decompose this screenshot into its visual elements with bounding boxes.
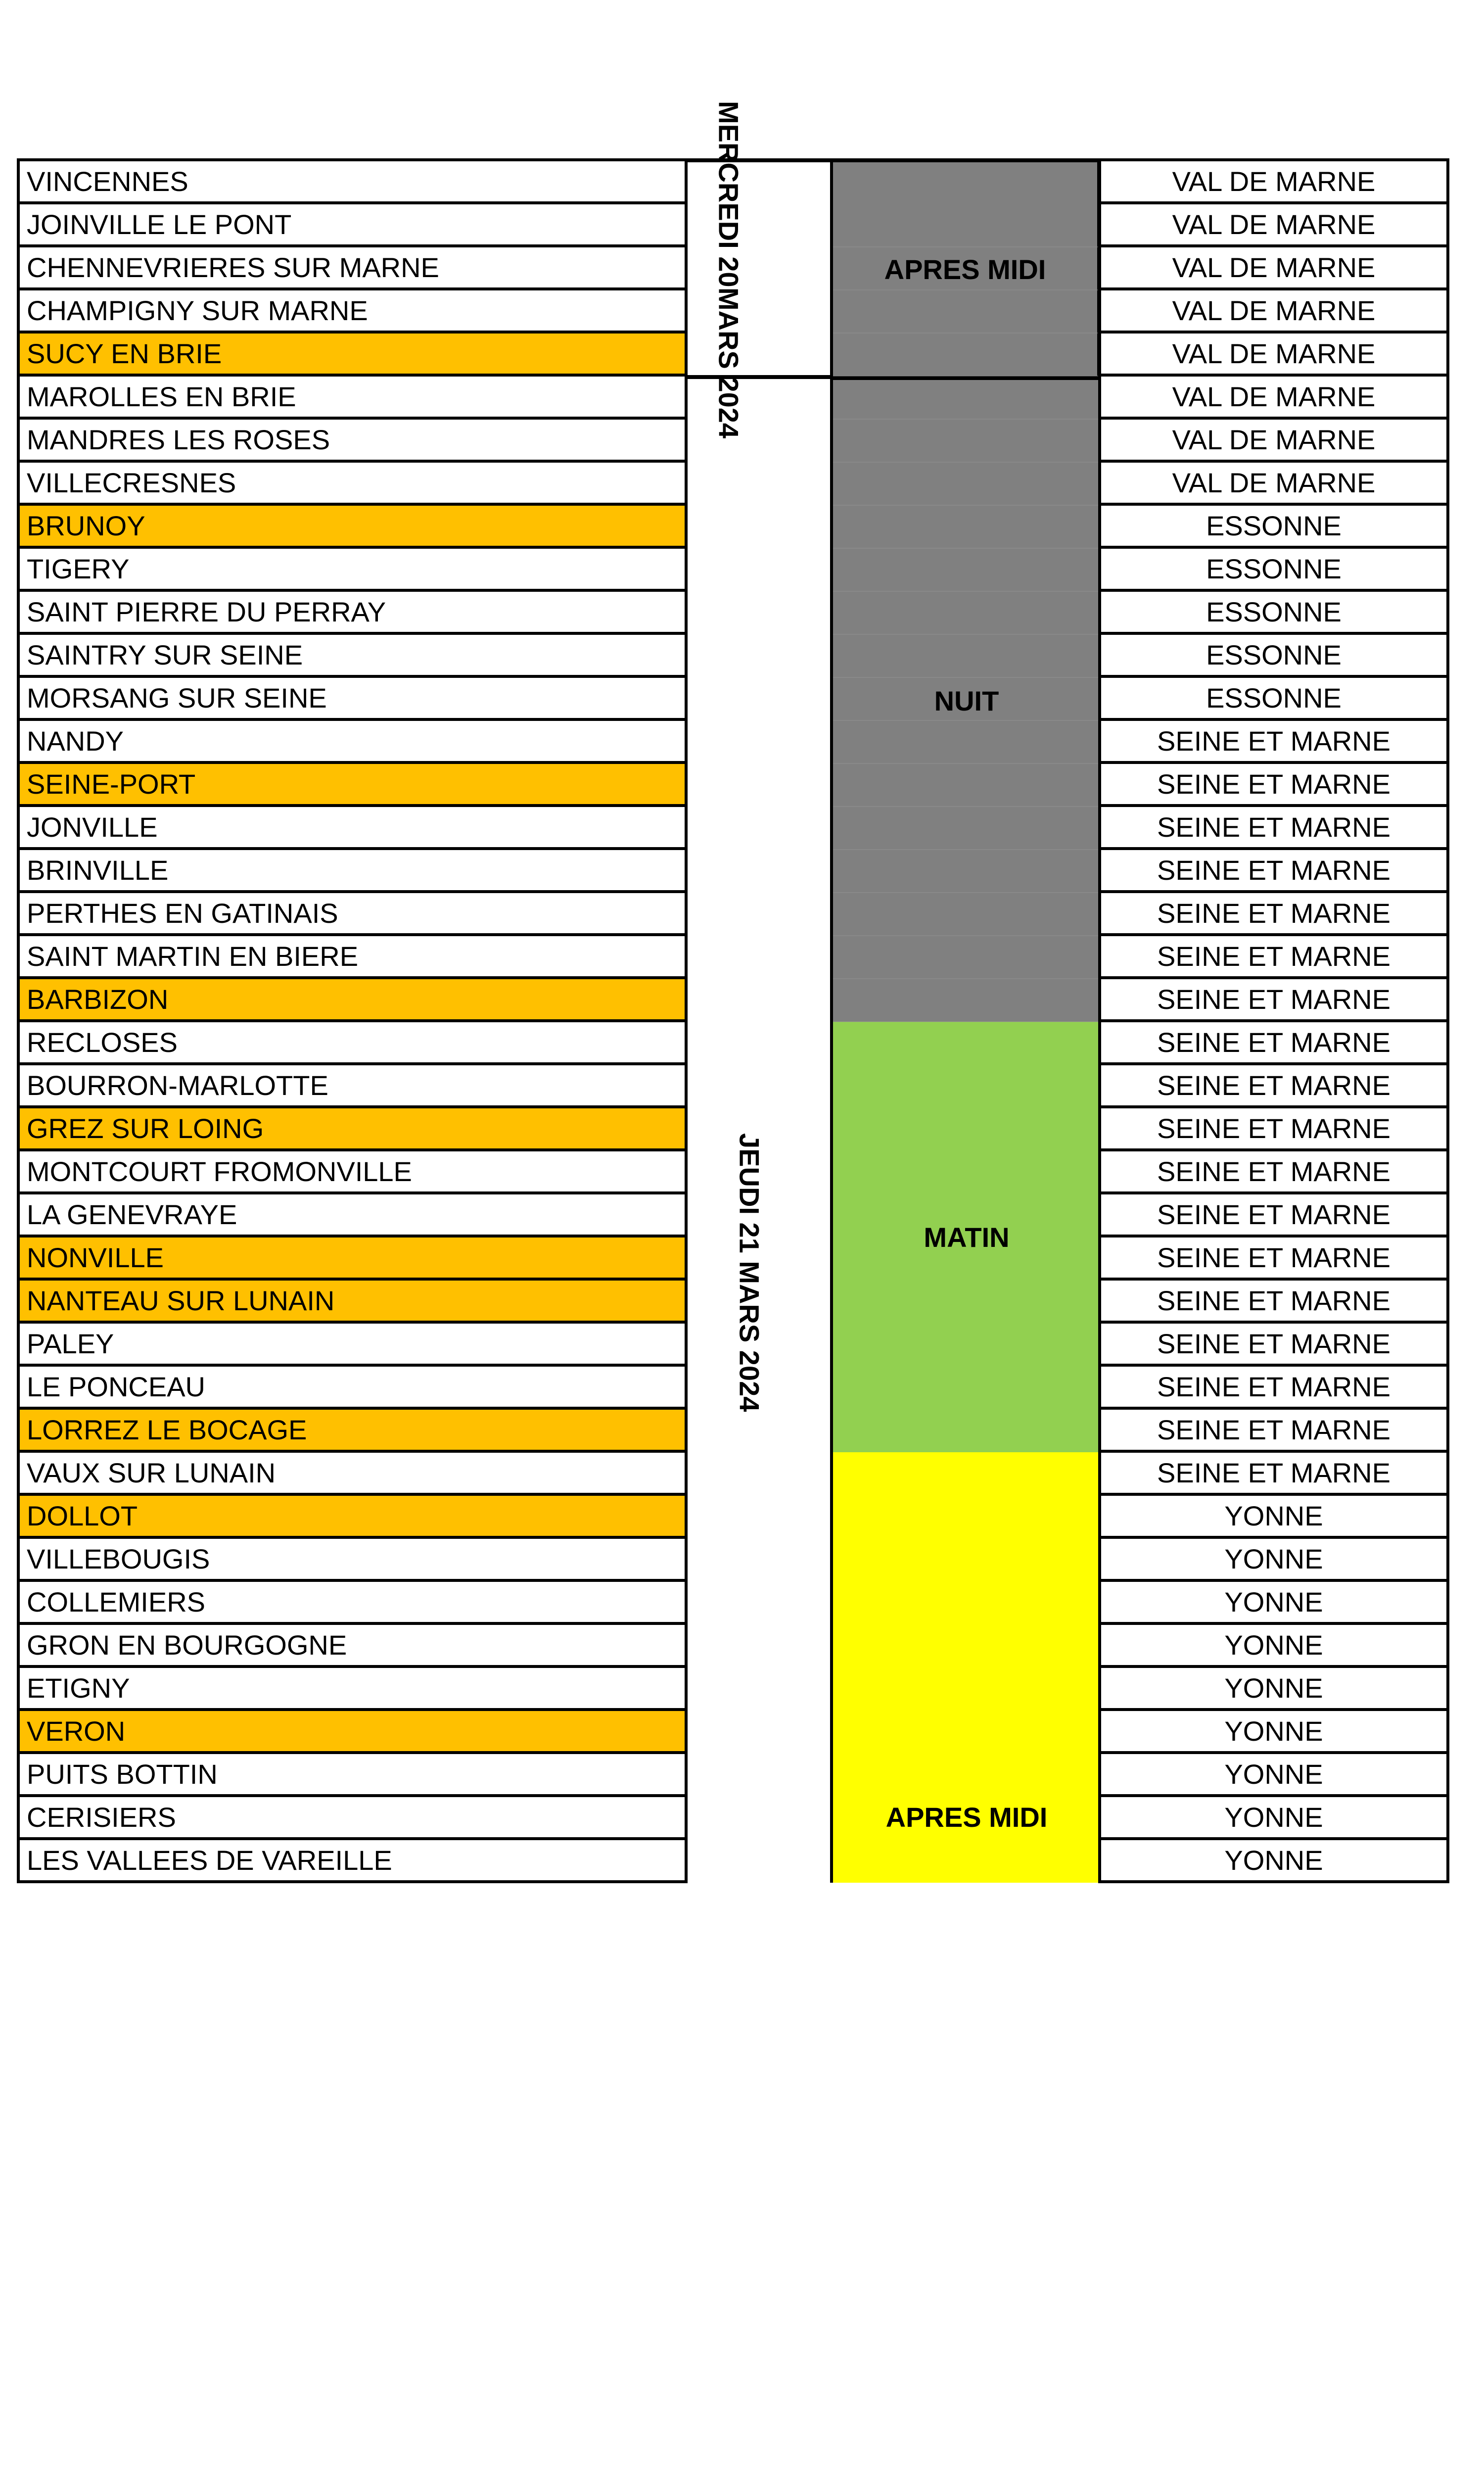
- commune-cell: MONTCOURT FROMONVILLE: [17, 1151, 688, 1194]
- period-jeudi-apres-midi-label: APRES MIDI: [885, 1802, 1048, 1833]
- department-cell: VAL DE MARNE: [1098, 463, 1449, 506]
- department-cell: SEINE ET MARNE: [1098, 1453, 1449, 1496]
- period-gridline: [833, 763, 1100, 764]
- commune-cell: PALEY: [17, 1324, 688, 1367]
- commune-cell: GRON EN BOURGOGNE: [17, 1625, 688, 1668]
- department-cell: YONNE: [1098, 1797, 1449, 1840]
- period-matin-label: MATIN: [924, 1221, 1010, 1253]
- period-gridline: [833, 376, 1100, 377]
- period-matin: [830, 1022, 1100, 1452]
- commune-cell: SUCY EN BRIE: [17, 333, 688, 377]
- period-gridline: [833, 935, 1100, 936]
- department-cell: VAL DE MARNE: [1098, 290, 1449, 333]
- commune-cell: JOINVILLE LE PONT: [17, 204, 688, 247]
- commune-cell: BRUNOY: [17, 506, 688, 549]
- period-gridline: [833, 892, 1100, 893]
- commune-cell: SAINTRY SUR SEINE: [17, 635, 688, 678]
- department-cell: VAL DE MARNE: [1098, 420, 1449, 463]
- commune-cell: BARBIZON: [17, 979, 688, 1022]
- department-cell: YONNE: [1098, 1668, 1449, 1711]
- period-gridline: [833, 591, 1100, 592]
- commune-cell: NANDY: [17, 721, 688, 764]
- period-gridline: [833, 462, 1100, 463]
- commune-cell: MORSANG SUR SEINE: [17, 678, 688, 721]
- period-gridline: [833, 1021, 1100, 1022]
- date-cell-mercredi: [685, 158, 833, 379]
- commune-cell: VILLEBOUGIS: [17, 1539, 688, 1582]
- period-jeudi-apres-midi: [830, 1452, 1100, 1883]
- commune-cell: NANTEAU SUR LUNAIN: [17, 1281, 688, 1324]
- commune-cell: RECLOSES: [17, 1022, 688, 1065]
- period-gridline: [833, 720, 1100, 721]
- department-cell: VAL DE MARNE: [1098, 333, 1449, 377]
- date-jeudi-label: JEUDI 21 MARS 2024: [734, 1133, 765, 1412]
- commune-cell: VERON: [17, 1711, 688, 1754]
- period-gridline: [833, 548, 1100, 549]
- commune-cell: TIGERY: [17, 549, 688, 592]
- department-cell: SEINE ET MARNE: [1098, 1065, 1449, 1108]
- department-cell: VAL DE MARNE: [1098, 247, 1449, 290]
- commune-cell: CHENNEVRIERES SUR MARNE: [17, 247, 688, 290]
- commune-cell: MAROLLES EN BRIE: [17, 377, 688, 420]
- period-mercredi-apres-midi-label: APRES MIDI: [884, 253, 1046, 285]
- department-cell: ESSONNE: [1098, 592, 1449, 635]
- department-cell: SEINE ET MARNE: [1098, 979, 1449, 1022]
- period-nuit: [830, 376, 1100, 1022]
- commune-cell: ETIGNY: [17, 1668, 688, 1711]
- date-mercredi-line1: MERCREDI 20: [713, 101, 744, 287]
- department-cell: ESSONNE: [1098, 678, 1449, 721]
- department-cell: SEINE ET MARNE: [1098, 807, 1449, 850]
- period-gridline: [833, 677, 1100, 678]
- department-cell: SEINE ET MARNE: [1098, 721, 1449, 764]
- period-mercredi-apres-midi: [830, 158, 1100, 376]
- department-cell: VAL DE MARNE: [1098, 158, 1449, 204]
- commune-cell: BRINVILLE: [17, 850, 688, 893]
- commune-cell: SAINT MARTIN EN BIERE: [17, 936, 688, 979]
- department-cell: SEINE ET MARNE: [1098, 1367, 1449, 1410]
- commune-cell: LORREZ LE BOCAGE: [17, 1410, 688, 1453]
- department-cell: VAL DE MARNE: [1098, 377, 1449, 420]
- commune-cell: MANDRES LES ROSES: [17, 420, 688, 463]
- department-cell: SEINE ET MARNE: [1098, 1281, 1449, 1324]
- period-gridline: [833, 849, 1100, 850]
- department-cell: SEINE ET MARNE: [1098, 1022, 1449, 1065]
- commune-cell: VILLECRESNES: [17, 463, 688, 506]
- department-cell: SEINE ET MARNE: [1098, 850, 1449, 893]
- department-cell: SEINE ET MARNE: [1098, 893, 1449, 936]
- department-cell: YONNE: [1098, 1754, 1449, 1797]
- department-cell: SEINE ET MARNE: [1098, 1108, 1449, 1151]
- commune-cell: PERTHES EN GATINAIS: [17, 893, 688, 936]
- period-gridline: [833, 289, 1100, 290]
- department-cell: YONNE: [1098, 1711, 1449, 1754]
- department-cell: SEINE ET MARNE: [1098, 1194, 1449, 1237]
- commune-cell: GREZ SUR LOING: [17, 1108, 688, 1151]
- department-cell: ESSONNE: [1098, 549, 1449, 592]
- period-gridline: [833, 634, 1100, 635]
- period-gridline: [833, 505, 1100, 506]
- commune-cell: CERISIERS: [17, 1797, 688, 1840]
- commune-cell: COLLEMIERS: [17, 1582, 688, 1625]
- commune-cell: LA GENEVRAYE: [17, 1194, 688, 1237]
- department-cell: SEINE ET MARNE: [1098, 1151, 1449, 1194]
- department-cell: YONNE: [1098, 1625, 1449, 1668]
- department-cell: VAL DE MARNE: [1098, 204, 1449, 247]
- date-jeudi-21-mars-2024: [733, 1133, 765, 1412]
- commune-cell: NONVILLE: [17, 1237, 688, 1281]
- commune-cell: VINCENNES: [17, 158, 688, 204]
- commune-cell: SEINE-PORT: [17, 764, 688, 807]
- commune-cell: BOURRON-MARLOTTE: [17, 1065, 688, 1108]
- department-cell: YONNE: [1098, 1539, 1449, 1582]
- date-mercredi-line2: MARS 2024: [713, 287, 744, 438]
- date-mercredi-20-mars-2024: [712, 101, 744, 438]
- period-nuit-label: NUIT: [934, 685, 999, 716]
- department-cell: YONNE: [1098, 1496, 1449, 1539]
- period-gridline: [833, 419, 1100, 420]
- commune-cell: CHAMPIGNY SUR MARNE: [17, 290, 688, 333]
- commune-cell: LES VALLEES DE VAREILLE: [17, 1840, 688, 1883]
- department-cell: ESSONNE: [1098, 506, 1449, 549]
- department-cell: SEINE ET MARNE: [1098, 1410, 1449, 1453]
- commune-cell: PUITS BOTTIN: [17, 1754, 688, 1797]
- commune-cell: VAUX SUR LUNAIN: [17, 1453, 688, 1496]
- commune-cell: JONVILLE: [17, 807, 688, 850]
- department-cell: YONNE: [1098, 1582, 1449, 1625]
- department-cell: SEINE ET MARNE: [1098, 764, 1449, 807]
- commune-cell: SAINT PIERRE DU PERRAY: [17, 592, 688, 635]
- commune-cell: LE PONCEAU: [17, 1367, 688, 1410]
- department-cell: SEINE ET MARNE: [1098, 1237, 1449, 1281]
- department-cell: SEINE ET MARNE: [1098, 1324, 1449, 1367]
- department-cell: ESSONNE: [1098, 635, 1449, 678]
- period-gridline: [833, 806, 1100, 807]
- period-gridline: [833, 978, 1100, 979]
- department-cell: SEINE ET MARNE: [1098, 936, 1449, 979]
- department-cell: YONNE: [1098, 1840, 1449, 1883]
- period-gridline: [833, 246, 1100, 247]
- commune-cell: DOLLOT: [17, 1496, 688, 1539]
